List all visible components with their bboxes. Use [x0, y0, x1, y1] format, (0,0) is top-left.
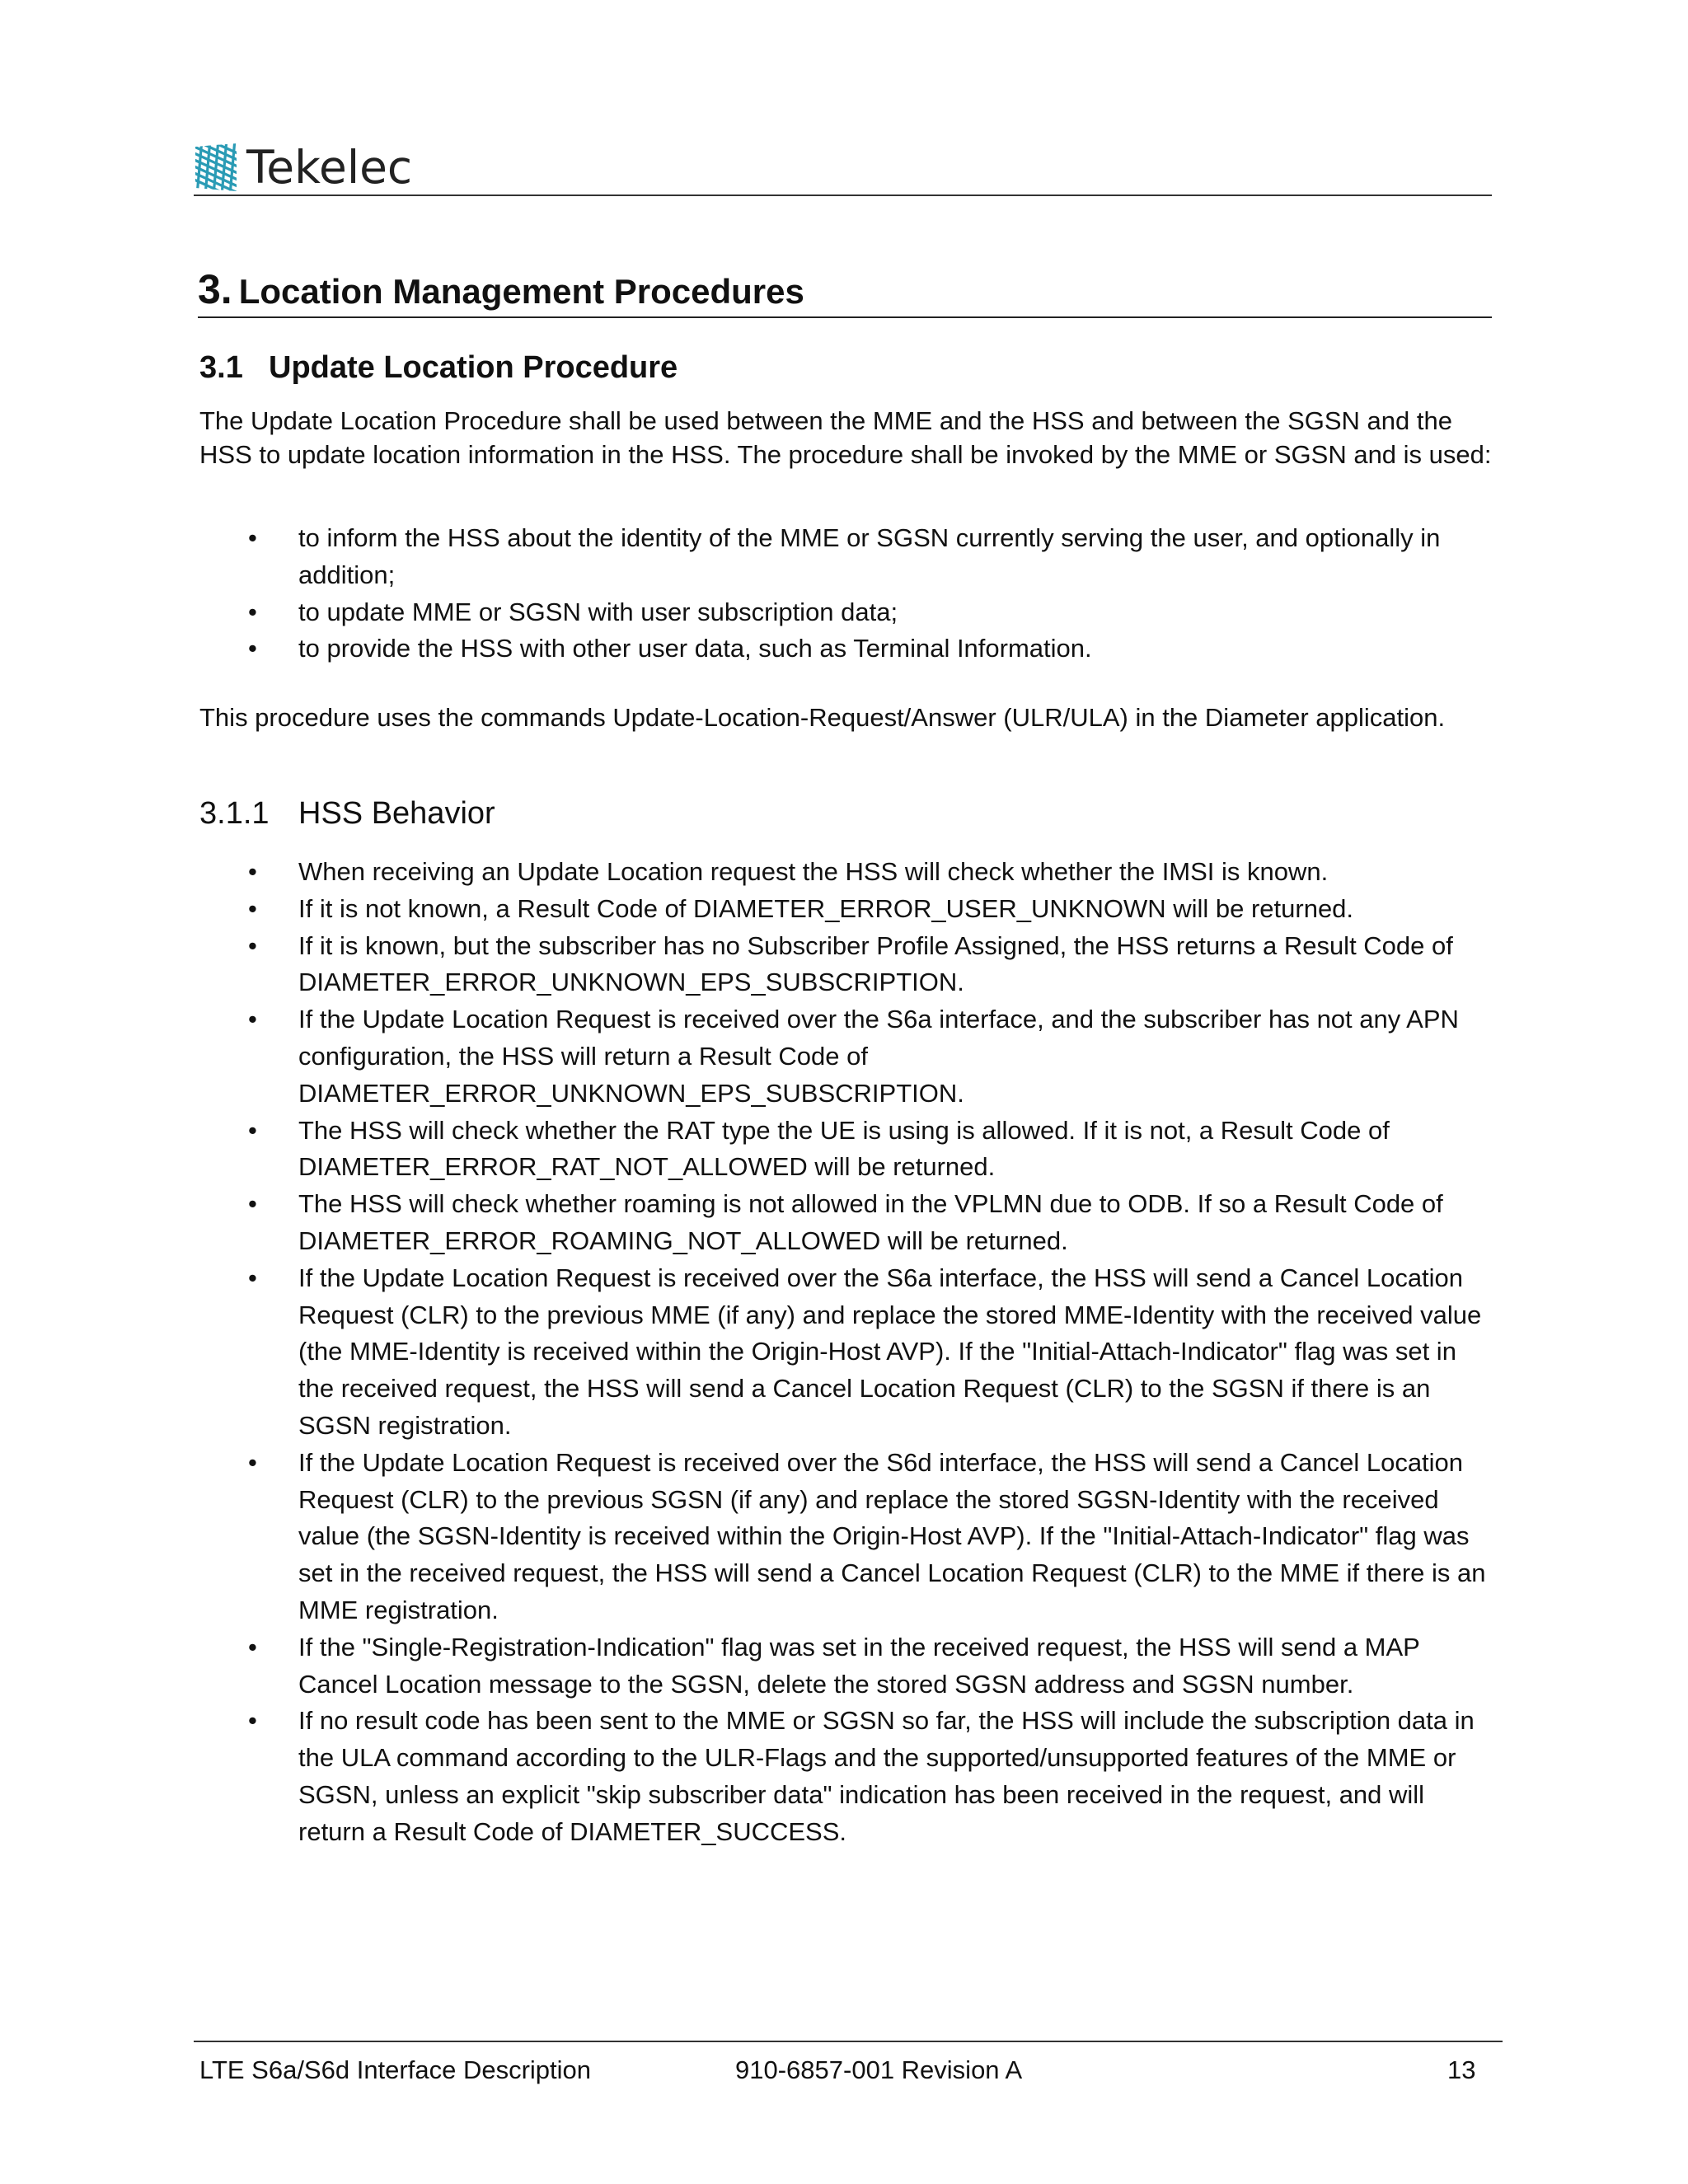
list-item	[199, 520, 1498, 594]
list-item-text: When receiving an Update Location request the HSS will check whether the IMSI is known.	[298, 857, 1329, 886]
section-intro: The Update Location Procedure shall be used between the MME and the HSS and between the SGSN and the HSS to update location information in the HSS. The procedure shall be invoked by the MME or SGSN and is used:	[199, 406, 1492, 469]
header-rule	[194, 194, 1492, 196]
chapter-heading	[198, 265, 1492, 318]
list-item	[199, 1186, 1498, 1260]
list-item	[199, 1001, 1498, 1112]
list-item-text: If it is known, but the subscriber has no Subscriber Profile Assigned, the HSS returns a Result Code of DIAMETER_ERROR_UNKNOWN_EPS_SUBSCRIPTION.	[298, 930, 1453, 997]
bullet-dot: •	[248, 1005, 257, 1034]
footer-doc-number: 910-6857-001 Revision A	[735, 2055, 1023, 2084]
list-item-text: If the Update Location Request is received over the S6d interface, the HSS will send a Cancel Location Request (CLR) to the previous SGSN (if any) and replace the stored SGSN-Identity with the received value (the SGSN-Identity is received within the Origin-Host AVP). If the "Initial-Attach-Indicator" flag was set in the received request, the HSS will send a Cancel Location Request (CLR) to the MME if there is an MME registration.	[298, 1447, 1486, 1624]
subsection-number: 3.1.1	[199, 796, 270, 831]
tekelec-logo-icon	[195, 143, 238, 191]
footer-rule	[194, 2041, 1503, 2042]
footer-page-number: 13	[1447, 2055, 1476, 2084]
list-item	[199, 928, 1498, 1002]
bullet-dot: •	[248, 1263, 257, 1292]
chapter-title: Location Management Procedures	[238, 272, 804, 311]
list-item-text: to inform the HSS about the identity of the MME or SGSN currently serving the user, and optionally in addition;	[298, 523, 1441, 589]
bullet-dot: •	[248, 1632, 257, 1661]
bullet-dot: •	[248, 857, 257, 886]
bullet-dot: •	[248, 1706, 257, 1736]
bullet-dot: •	[248, 1189, 257, 1219]
list-item	[199, 891, 1498, 928]
list-item-text: If the Update Location Request is received over the S6a interface, the HSS will send a Cancel Location Request (CLR) to the previous MME (if any) and replace the stored MME-Identity with the received value (the MME-Identity is received within the Origin-Host AVP). If the "Initial-Attach-Indicator" flag was set in the received request, the HSS will send a Cancel Location Request (CLR) to the SGSN if there is an SGSN registration.	[298, 1263, 1482, 1440]
list-item	[199, 854, 1498, 891]
bullet-dot: •	[248, 1447, 257, 1477]
bullet-dot: •	[248, 893, 257, 923]
bullet-dot: •	[248, 930, 257, 960]
list-item-text: If no result code has been sent to the MME or SGSN so far, the HSS will include the subscription data in the ULA command according to the ULR-Flags and the supported/unsupported features of the MME or SGSN, unless an explicit "skip subscriber data" indication has been received in the request, and will return a Result Code of DIAMETER_SUCCESS.	[298, 1706, 1475, 1846]
company-logo	[195, 142, 412, 193]
footer-doc-title: LTE S6a/S6d Interface Description	[199, 2055, 592, 2084]
list-item	[199, 594, 1498, 631]
list-item	[199, 1113, 1498, 1187]
list-item-text: If it is not known, a Result Code of DIAMETER_ERROR_USER_UNKNOWN will be returned.	[298, 893, 1354, 923]
list-item-text: to provide the HSS with other user data, such as Terminal Information.	[298, 634, 1092, 663]
section-heading	[199, 350, 678, 386]
list-item-text: The HSS will check whether roaming is not allowed in the VPLMN due to ODB. If so a Result Code of DIAMETER_ERROR_ROAMING_NOT_ALLOWED will be returned.	[298, 1189, 1443, 1255]
chapter-number: 3.	[198, 266, 232, 312]
bullet-dot: •	[248, 597, 257, 626]
list-item-text: to update MME or SGSN with user subscription data;	[298, 597, 898, 626]
list-item	[199, 630, 1498, 668]
list-item	[199, 1703, 1498, 1850]
list-item	[199, 1445, 1498, 1629]
commands-paragraph: This procedure uses the commands Update-Location-Request/Answer (ULR/ULA) in the Diameter application.	[199, 703, 1446, 732]
subsection-title: HSS Behavior	[298, 796, 495, 831]
list-item	[199, 1260, 1498, 1445]
bullet-dot: •	[248, 523, 257, 552]
uses-list	[199, 520, 1498, 668]
bullet-dot: •	[248, 1115, 257, 1145]
section-number: 3.1	[199, 350, 243, 385]
section-title: Update Location Procedure	[269, 350, 678, 385]
list-item-text: The HSS will check whether the RAT type the UE is using is allowed. If it is not, a Result Code of DIAMETER_ERROR_RAT_NOT_ALLOWED will be returned.	[298, 1115, 1390, 1182]
bullet-dot: •	[248, 634, 257, 663]
list-item-text: If the Update Location Request is received over the S6a interface, and the subscriber has not any APN configuration, the HSS will return a Result Code of DIAMETER_ERROR_UNKNOWN_EPS_SUBSCRIPTION.	[298, 1005, 1459, 1108]
list-item-text: If the "Single-Registration-Indication" flag was set in the received request, the HSS will send a MAP Cancel Location message to the SGSN, delete the stored SGSN address and SGSN number.	[298, 1632, 1420, 1699]
subsection-heading	[199, 796, 495, 832]
logo-text: Tekelec	[246, 141, 413, 194]
list-item	[199, 1629, 1498, 1704]
hss-behavior-list	[199, 854, 1498, 1851]
